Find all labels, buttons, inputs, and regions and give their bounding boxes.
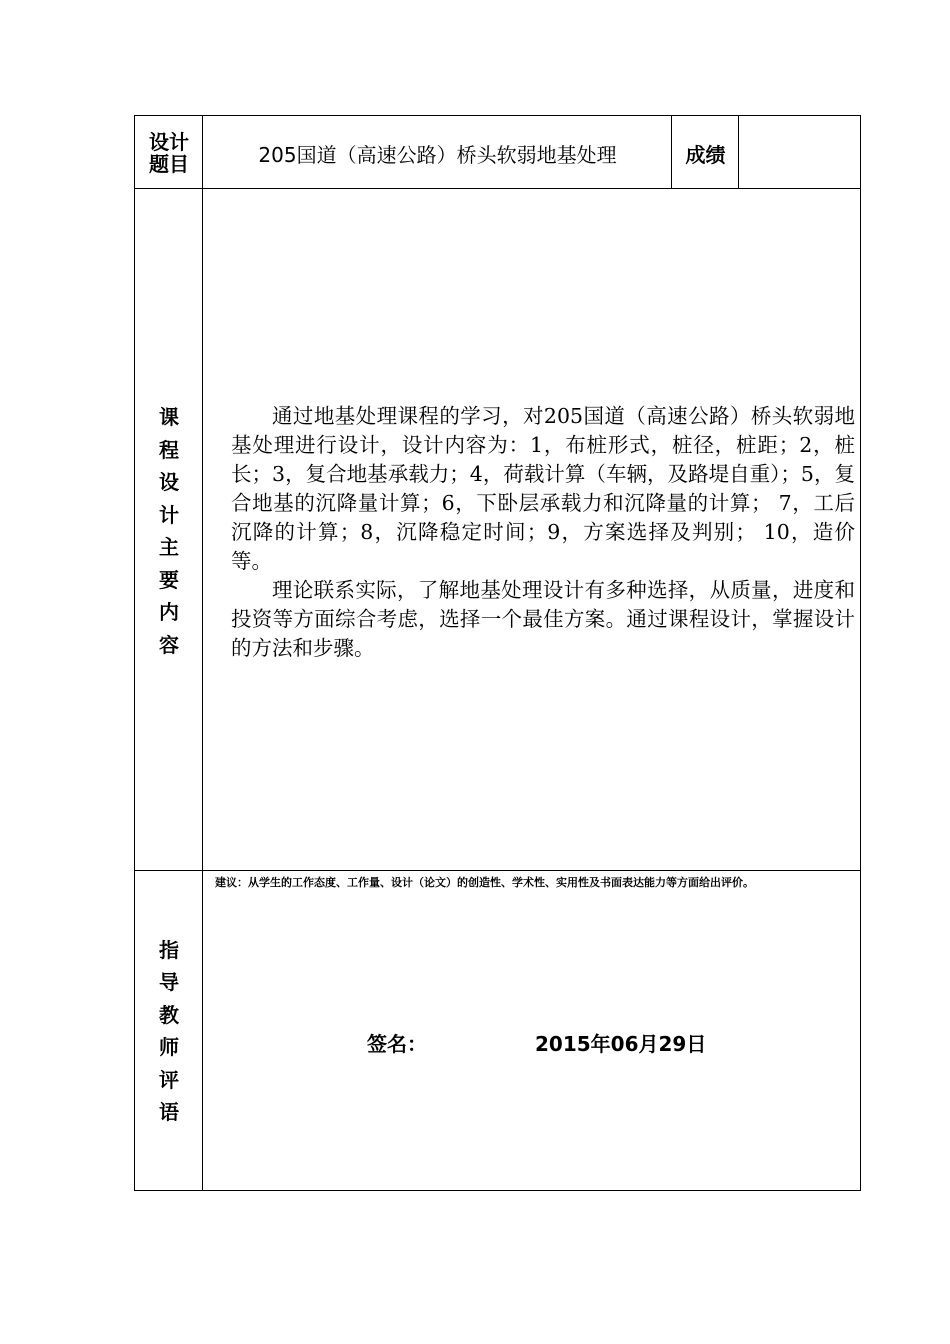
content-label-char: 课 xyxy=(159,405,179,429)
content-label-char: 程 xyxy=(159,437,179,462)
content-label-char: 计 xyxy=(159,502,179,527)
topic-label-line2: 题目 xyxy=(149,152,189,176)
comment-label xyxy=(135,872,203,1190)
content-paragraph: 通过地基处理课程的学习，对205国道（高速公路）桥头软弱地基处理进行设计，设计内容为：1，布桩形式，桩径，桩距；2，桩长；3，复合地基承载力；4，荷载计算（车辆，及路堤自重）；5，复合地基的沉降量计算；6，下卧层承载力和沉降量的计算； 7，工后沉降的计算；8，沉降稳定时间；9，方案选择及判别； 10，造价等。 xyxy=(231,404,855,573)
comment-label-char: 师 xyxy=(159,1035,179,1059)
comment-label-char: 评 xyxy=(159,1067,179,1092)
signature-label: 签名： xyxy=(367,1032,427,1056)
content-label-char: 主 xyxy=(159,535,179,559)
content-paragraph: 理论联系实际，了解地基处理设计有多种选择，从质量，进度和投资等方面综合考虑，选择一个最佳方案。通过课程设计，掌握设计的方法和步骤。 xyxy=(231,578,855,660)
grade-label: 成绩 xyxy=(685,142,726,167)
row-divider-middle xyxy=(135,870,860,871)
comment-label-char: 导 xyxy=(159,970,179,994)
comment-label-char: 教 xyxy=(159,1002,179,1027)
grade-value[interactable] xyxy=(739,116,860,190)
content-label-char: 容 xyxy=(159,632,179,657)
topic-value: 205国道（高速公路）桥头软弱地基处理 xyxy=(258,142,617,167)
course-design-form xyxy=(134,115,861,1191)
content-label-char: 要 xyxy=(159,567,179,592)
topic-label-line1: 设计 xyxy=(149,130,189,154)
signature-date: 2015年06月29日 xyxy=(535,1032,707,1056)
comment-label-char: 指 xyxy=(159,937,179,962)
comment-label-char: 语 xyxy=(159,1100,179,1124)
content-body xyxy=(231,402,855,663)
content-label xyxy=(135,190,203,872)
content-label-char: 设 xyxy=(159,470,179,494)
topic-label xyxy=(135,116,203,190)
comment-hint: 建议：从学生的工作态度、工作量、设计（论文）的创造性、学术性、实用性及书面表达能力等方面给出评价。 xyxy=(215,876,754,889)
content-label-char: 内 xyxy=(159,600,179,624)
